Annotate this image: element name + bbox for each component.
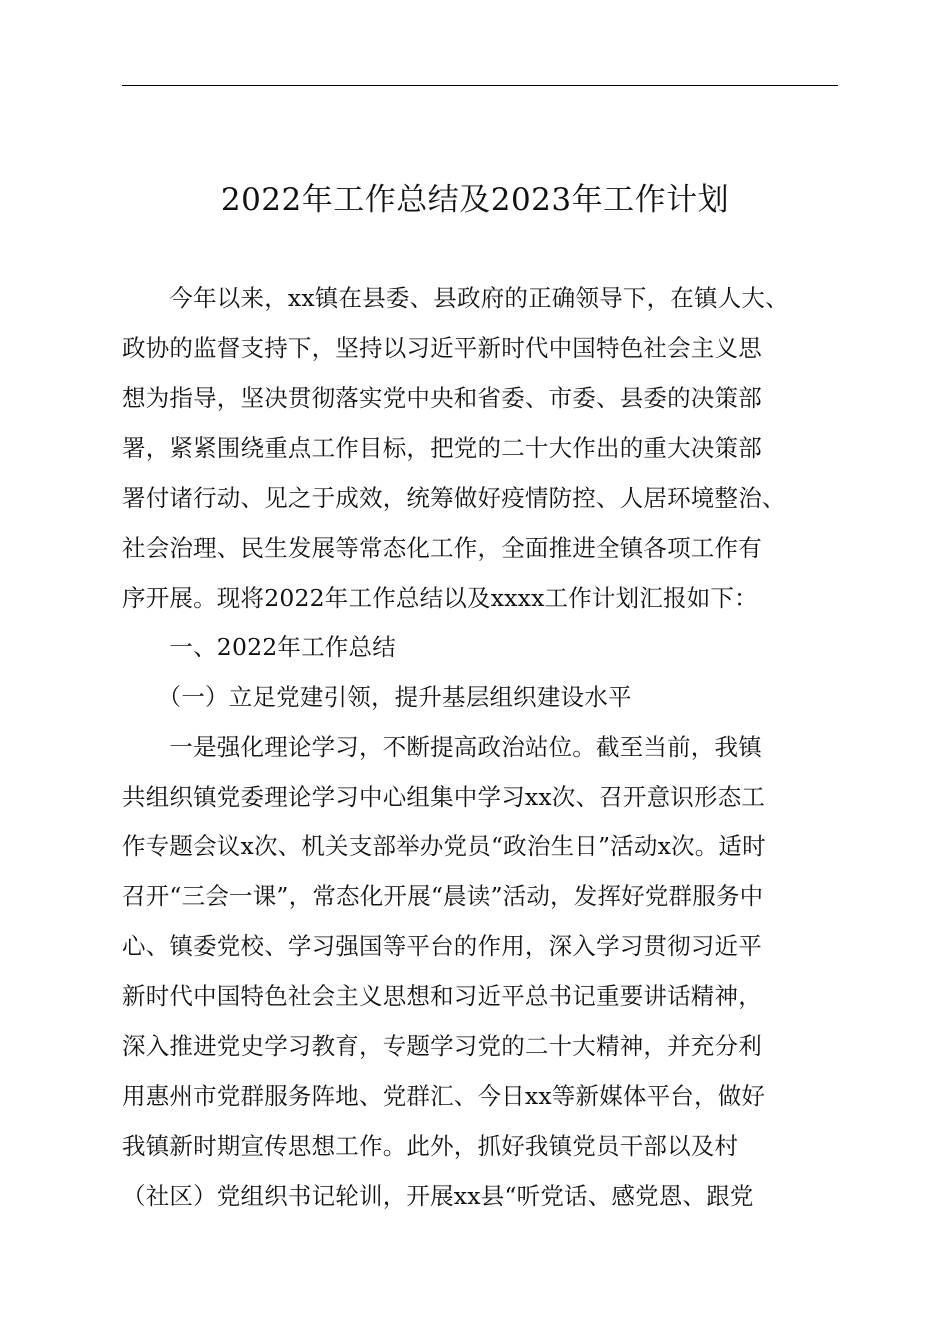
- body-line: 一是强化理论学习，不断提高政治站位。截至当前，我镇: [122, 733, 762, 761]
- body-line: 作专题会议x次、机关支部举办党员“政治生日”活动x次。适时: [122, 832, 766, 860]
- header-rule: [122, 85, 838, 86]
- document-title: 2022年工作总结及2023年工作计划: [220, 182, 730, 218]
- body-line: 新时代中国特色社会主义思想和习近平总书记重要讲话精神，: [122, 982, 762, 1010]
- body-line: 署付诸行动、见之于成效，统筹做好疫情防控、人居环境整治、: [122, 484, 786, 512]
- subsection-heading: （一）立足党建引领，提升基层组织建设水平: [122, 683, 632, 711]
- body-line: 共组织镇党委理论学习中心组集中学习xx次、召开意识形态工: [122, 783, 766, 811]
- body-line: 今年以来，xx镇在县委、县政府的正确领导下，在镇人大、: [122, 284, 789, 312]
- body-line: 心、镇委党校、学习强国等平台的作用，深入学习贯彻习近平: [122, 932, 762, 960]
- body-line: （社区）党组织书记轮训，开展xx县“听党话、感党恩、跟党: [122, 1182, 754, 1210]
- body-line: 社会治理、民生发展等常态化工作，全面推进全镇各项工作有: [122, 534, 762, 562]
- body-line: 政协的监督支持下，坚持以习近平新时代中国特色社会主义思: [122, 334, 762, 362]
- body-line: 我镇新时期宣传思想工作。此外，抓好我镇党员干部以及村: [122, 1132, 739, 1160]
- body-line: 深入推进党史学习教育，专题学习党的二十大精神，并充分利: [122, 1032, 762, 1060]
- body-line: 用惠州市党群服务阵地、党群汇、今日xx等新媒体平台，做好: [122, 1082, 766, 1110]
- section-heading: 一、2022年工作总结: [122, 633, 396, 661]
- body-line: 想为指导，坚决贯彻落实党中央和省委、市委、县委的决策部: [122, 384, 762, 412]
- body-line: 序开展。现将2022年工作总结以及xxxx工作计划汇报如下：: [122, 584, 758, 612]
- body-line: 署，紧紧围绕重点工作目标，把党的二十大作出的重大决策部: [122, 434, 762, 462]
- body-line: 召开“三会一课”，常态化开展“晨读”活动，发挥好党群服务中: [122, 882, 764, 910]
